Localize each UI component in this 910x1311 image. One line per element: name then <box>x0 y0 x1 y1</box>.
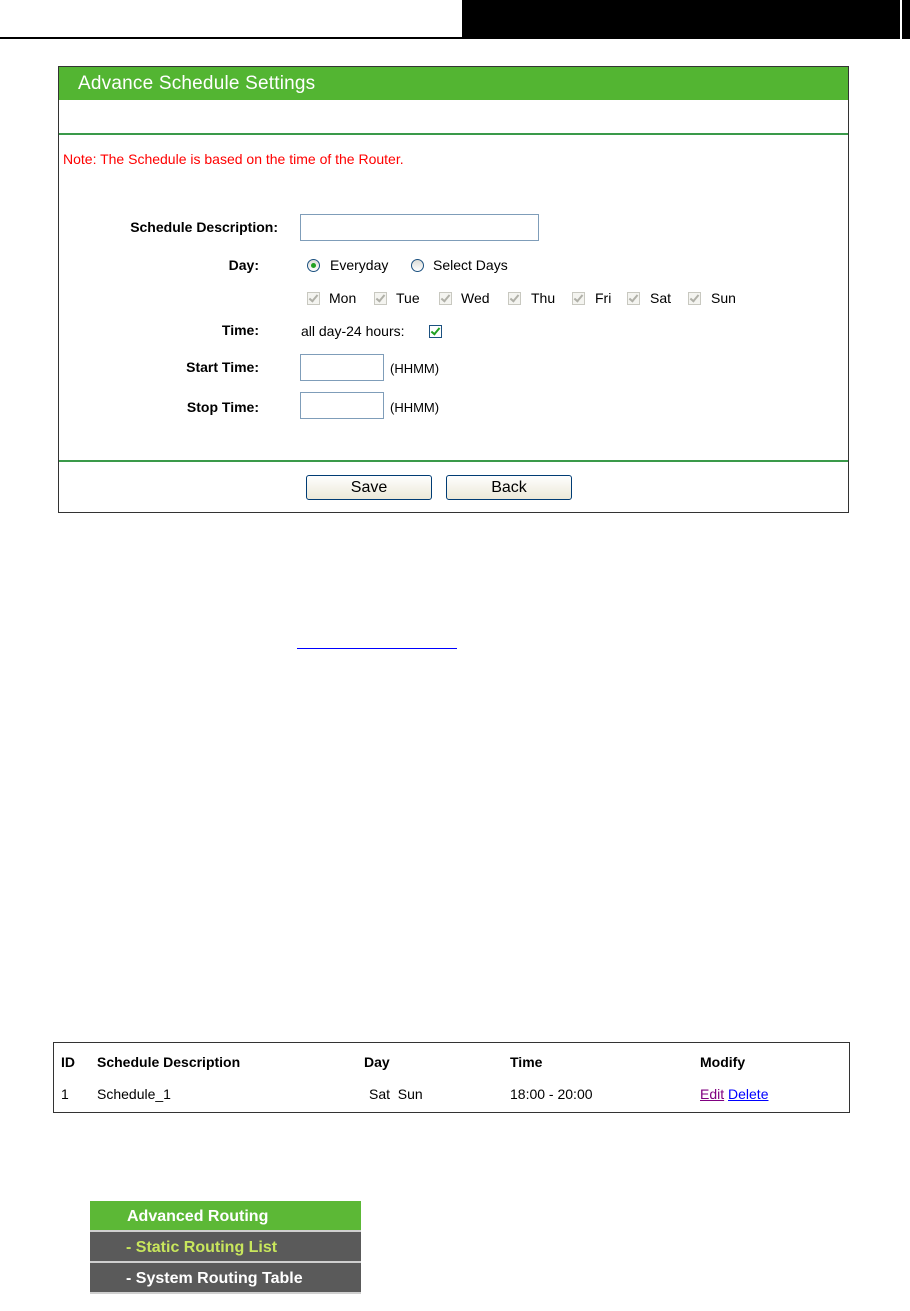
schedule-table <box>53 1042 850 1113</box>
row-day: Sat Sun <box>369 1086 423 1102</box>
weekday-checkbox-mon[interactable] <box>307 292 320 305</box>
everyday-radio[interactable] <box>307 259 320 272</box>
select-days-label: Select Days <box>433 257 508 273</box>
menu-static-routing-list[interactable]: - Static Routing List <box>90 1232 361 1263</box>
panel-title: Advance Schedule Settings <box>59 67 848 100</box>
all-day-label: all day-24 hours: <box>301 323 405 339</box>
schedule-description-label: Schedule Description: <box>130 219 278 235</box>
header-divider <box>900 0 902 39</box>
row-description: Schedule_1 <box>97 1086 171 1102</box>
row-time: 18:00 - 20:00 <box>510 1086 593 1102</box>
start-time-format-hint: (HHMM) <box>390 361 440 376</box>
day-label: Day: <box>228 257 259 273</box>
column-header-day: Day <box>364 1054 390 1070</box>
start-time-input[interactable] <box>300 354 384 381</box>
column-header-description: Schedule Description <box>97 1054 241 1070</box>
weekday-label-mon: Mon <box>329 290 357 306</box>
weekday-checkbox-sun[interactable] <box>688 292 701 305</box>
schedule-description-input[interactable] <box>300 214 539 241</box>
weekday-label-tue: Tue <box>396 290 420 306</box>
column-header-time: Time <box>510 1054 543 1070</box>
weekday-checkbox-wed[interactable] <box>439 292 452 305</box>
weekday-checkbox-fri[interactable] <box>572 292 585 305</box>
menu-advanced-routing[interactable]: Advanced Routing <box>90 1201 361 1232</box>
menu-system-routing-table[interactable]: - System Routing Table <box>90 1263 361 1294</box>
weekday-checkbox-tue[interactable] <box>374 292 387 305</box>
schedule-note: Note: The Schedule is based on the time of the Router. <box>63 151 404 167</box>
header-bar <box>462 0 910 39</box>
delete-link[interactable]: Delete <box>728 1086 769 1102</box>
stop-time-format-hint: (HHMM) <box>390 400 440 415</box>
column-header-modify: Modify <box>700 1054 746 1070</box>
start-time-label: Start Time: <box>186 359 259 375</box>
time-label: Time: <box>221 322 259 338</box>
column-header-id: ID <box>61 1054 75 1070</box>
weekday-label-wed: Wed <box>461 290 490 306</box>
weekday-label-thu: Thu <box>531 290 556 306</box>
stop-time-input[interactable] <box>300 392 384 419</box>
divider <box>59 460 848 462</box>
divider <box>59 133 848 135</box>
all-day-checkbox[interactable] <box>429 325 442 338</box>
weekday-label-sat: Sat <box>650 290 672 306</box>
advanced-routing-menu <box>90 1201 361 1294</box>
weekday-checkbox-thu[interactable] <box>508 292 521 305</box>
weekday-checkbox-sat[interactable] <box>627 292 640 305</box>
stop-time-label: Stop Time: <box>186 399 259 415</box>
back-button[interactable]: Back <box>446 475 572 500</box>
advance-schedule-settings-panel <box>58 66 849 513</box>
header-rule <box>0 37 462 39</box>
save-button[interactable]: Save <box>306 475 432 500</box>
everyday-label: Everyday <box>330 257 389 273</box>
weekday-label-sun: Sun <box>711 290 736 306</box>
select-days-radio[interactable] <box>411 259 424 272</box>
row-id: 1 <box>61 1086 69 1102</box>
edit-link[interactable]: Edit <box>700 1086 725 1102</box>
weekday-label-fri: Fri <box>595 290 612 306</box>
document-link-underline[interactable] <box>297 648 457 650</box>
